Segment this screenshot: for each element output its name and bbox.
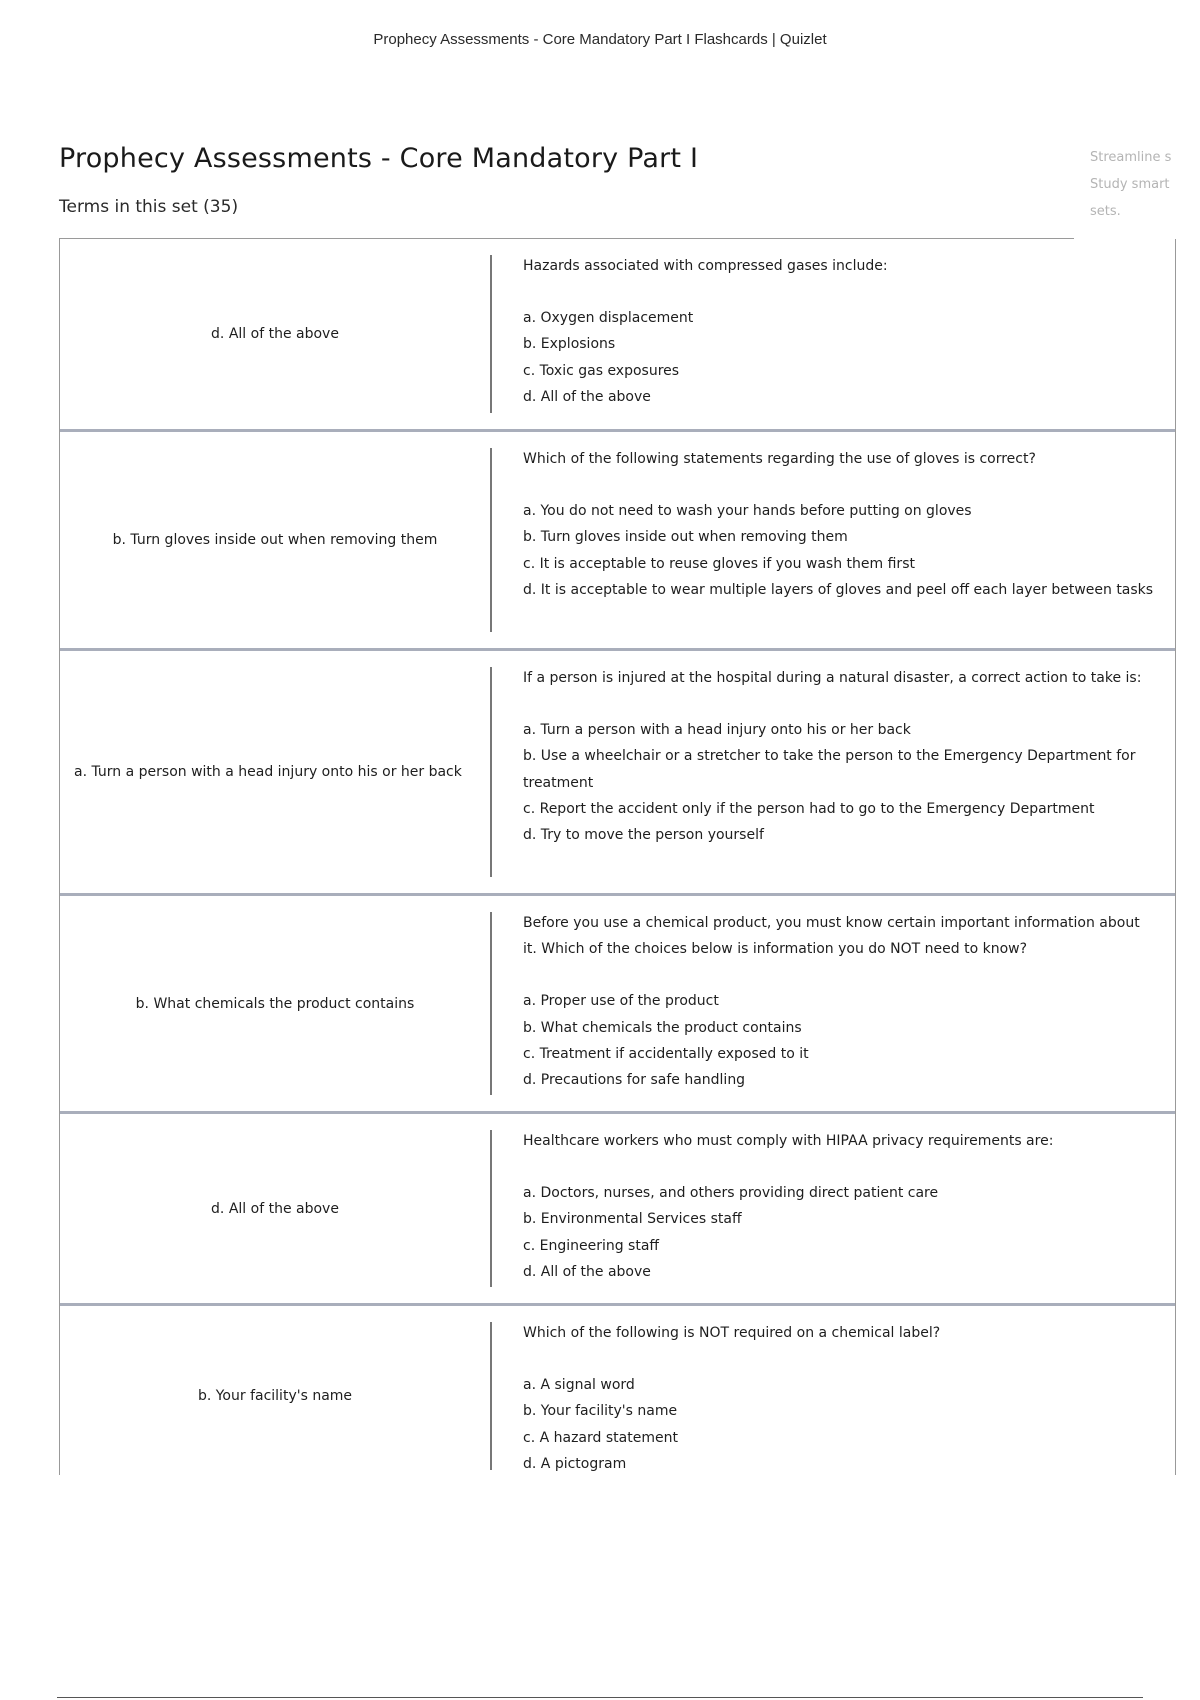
card-divider	[490, 448, 492, 632]
definition-option: d. Try to move the person yourself	[523, 827, 764, 844]
definition-option: a. Proper use of the product	[523, 993, 719, 1010]
browser-header-title: Prophecy Assessments - Core Mandatory Part I Flashcards | Quizlet	[373, 31, 827, 48]
flashcard-definition	[490, 1114, 1175, 1303]
flashcard-term: d. All of the above	[211, 326, 339, 342]
flashcard[interactable]	[60, 1306, 1175, 1475]
definition-question: Healthcare workers who must comply with HIPAA privacy requirements are:	[523, 1133, 1054, 1149]
definition-option: d. Precautions for safe handling	[523, 1072, 746, 1089]
definition-option: a. Oxygen displacement	[523, 310, 694, 327]
flashcard[interactable]	[60, 651, 1175, 896]
definition-question: Before you use a chemical product, you must know certain important information about it. Which of the choices below is information you do NOT need to know?	[523, 915, 1140, 958]
definition-option: d. All of the above	[523, 388, 651, 405]
definition-option: a. Doctors, nurses, and others providing direct patient care	[523, 1185, 939, 1202]
card-divider	[490, 1322, 492, 1470]
sidebar-promo[interactable]	[1090, 144, 1200, 225]
flashcard-definition	[490, 432, 1175, 648]
definition-option: b. Use a wheelchair or a stretcher to take the person to the Emergency Department for treatment	[523, 748, 1136, 791]
flashcard-list	[59, 239, 1176, 1475]
definition-option: c. Engineering staff	[523, 1237, 660, 1254]
card-divider	[490, 1130, 492, 1287]
flashcard-term: b. Your facility's name	[197, 1388, 353, 1404]
definition-option: b. Turn gloves inside out when removing them	[523, 529, 848, 546]
card-divider	[490, 912, 492, 1095]
definition-option: c. Toxic gas exposures	[523, 362, 680, 379]
flashcard-term: b. What chemicals the product contains	[135, 995, 415, 1012]
flashcard-definition	[490, 1306, 1175, 1475]
definition-option: d. It is acceptable to wear multiple layers of gloves and peel off each layer between tasks	[523, 581, 1154, 598]
definition-question: Which of the following statements regarding the use of gloves is correct?	[523, 451, 1036, 467]
flashcard-term: b. Turn gloves inside out when removing them	[112, 532, 438, 548]
definition-option: b. What chemicals the product contains	[523, 1019, 802, 1036]
flashcard[interactable]	[60, 896, 1175, 1114]
definition-option: c. A hazard statement	[523, 1429, 678, 1446]
flashcard-term: a. Turn a person with a head injury onto his or her back	[74, 764, 462, 780]
definition-question: Hazards associated with compressed gases include:	[523, 258, 888, 274]
definition-option: b. Environmental Services staff	[523, 1211, 742, 1228]
definition-option: b. Your facility's name	[523, 1403, 678, 1420]
definition-option: a. A signal word	[523, 1377, 635, 1394]
flashcard[interactable]	[60, 1114, 1175, 1306]
definition-option: c. Report the accident only if the person had to go to the Emergency Department	[523, 800, 1095, 817]
flashcard[interactable]	[60, 239, 1175, 432]
flashcard-term: d. All of the above	[211, 1200, 339, 1217]
flashcard-definition	[490, 896, 1175, 1111]
definition-option: a. Turn a person with a head injury onto his or her back	[523, 722, 911, 739]
promo-line: Streamline s	[1090, 150, 1172, 165]
definition-option: c. Treatment if accidentally exposed to it	[523, 1045, 809, 1062]
card-divider	[490, 255, 492, 413]
flashcard[interactable]	[60, 432, 1175, 651]
card-divider	[490, 667, 492, 877]
definition-question: Which of the following is NOT required on a chemical label?	[523, 1325, 941, 1341]
flashcard-definition	[490, 651, 1175, 893]
page-title: Prophecy Assessments - Core Mandatory Part I	[59, 143, 699, 174]
terms-count: Terms in this set (35)	[59, 197, 239, 217]
flashcard-definition	[490, 239, 1175, 429]
promo-line: Study smart	[1090, 177, 1170, 192]
footer-divider	[57, 1697, 1143, 1698]
definition-option: b. Explosions	[523, 336, 616, 353]
promo-line: sets.	[1090, 204, 1121, 219]
definition-question: If a person is injured at the hospital during a natural disaster, a correct action to take is:	[523, 670, 1142, 686]
definition-option: d. A pictogram	[523, 1455, 627, 1472]
definition-option: d. All of the above	[523, 1263, 651, 1280]
definition-option: a. You do not need to wash your hands before putting on gloves	[523, 503, 972, 520]
definition-option: c. It is acceptable to reuse gloves if you wash them first	[523, 555, 915, 572]
